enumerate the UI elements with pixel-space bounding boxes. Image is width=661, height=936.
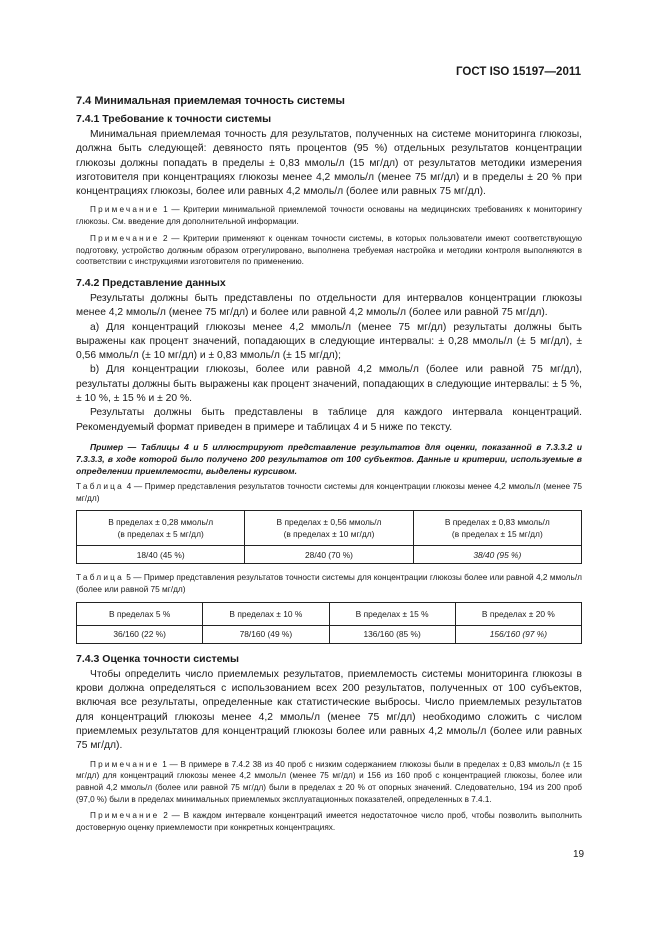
subsection-title-743: 7.4.3 Оценка точности системы (76, 652, 240, 665)
table-cell: 36/160 (22 %) (77, 625, 203, 643)
note-label: Примечание (90, 811, 160, 821)
table-header-cell: В пределах ± 0,28 ммоль/л (в пределах ± 5 мг/дл) (77, 511, 245, 546)
table-label: Таблица (76, 572, 124, 583)
table-header-cell: В пределах ± 0,83 ммоль/л (в пределах ± 15 мг/дл) (413, 511, 581, 546)
table-header-cell: В пределах ± 20 % (455, 602, 581, 625)
page-number: 19 (573, 849, 585, 860)
note-label: Примечание (90, 233, 160, 243)
table-caption-text: 4 — Пример представления результатов точности системы для концентрации глюкозы менее 4,2 ммоль/л (менее 75 мг/дл) (76, 480, 582, 503)
table-row (77, 546, 582, 564)
table-cell: 28/40 (70 %) (245, 546, 413, 564)
table-cell: 78/160 (49 %) (203, 625, 329, 643)
subsection-title-741: 7.4.1 Требование к точности системы (76, 113, 272, 125)
note-text: 2 — В каждом интервале концентраций имеется недостаточное число проб, чтобы позволить выполнить достоверную оценку приемлемости при конкретных концентрациях. (76, 811, 582, 833)
table-cell: 156/160 (97 %) (455, 625, 581, 643)
table-cell: 136/160 (85 %) (329, 625, 455, 643)
table-cell: 18/40 (45 %) (77, 546, 245, 564)
note-text: 1 — В примере в 7.4.2 38 из 40 проб с низким содержанием глюкозы были в пределах ± 0,83 ммоль/л (± 15 мг/дл) для концентраций глюкозы менее 4,2 ммоль/л (менее 75 мг/дл) и 156 из 160 проб с концентрацией глюкозы, более или равной 4,2 ммоль/л (более или равной 75 мг/дл) были в пределах ± 20 % от опорных значений. Следовательно, 194 из 200 проб (97,0 %) были в пределах минимальных приемлемых эксплуатационных показателей, определенных в 7.4.1. (76, 759, 582, 804)
table4-caption (76, 481, 582, 504)
section-title: 7.4 Минимальная приемлемая точность системы (76, 95, 345, 107)
table-4 (76, 510, 582, 564)
paragraph-743: Чтобы определить число приемлемых результатов, приемлемость системы мониторинга глюкозы в крови должна определяться с использованием всех 200 результатов, полученных от 100 субъектов, включая все результаты, определенные как статистические выбросы. Число приемлемых результатов для концентраций глюкозы менее 4,2 ммоль/л (менее 75 мг/дл) необходимо сложить с числом приемлемых результатов для концентраций глюкозы более или равных 4,2 ммоль/л (более или равных 75 мг/дл). (76, 668, 582, 752)
standard-header: ГОСТ ISO 15197—2011 (456, 66, 581, 78)
note-741-2 (76, 233, 582, 268)
example-paragraph: Пример — Таблицы 4 и 5 иллюстрируют представление результатов для оценки, показанной в 7.3.3.2 и 7.3.3.3, в ходе которой было получено 200 результатов от 100 субъектов. Данные и критерии, используемые в определении приемлемости, выделены курсивом. (76, 441, 582, 476)
table-label: Таблица (76, 480, 124, 491)
table-header-cell: В пределах ± 15 % (329, 602, 455, 625)
table-header-cell: В пределах 5 % (77, 602, 203, 625)
note-text: 2 — Критерии применяют к оценкам точности системы, в которых пользователи имеют соответствующую подготовку, устройство должным образом отрегулировано, выполнена требуемая настройка и методики контроля выполняются в соответствии с инструкциями изготовителя по применению. (76, 233, 582, 267)
table-header-row (77, 602, 582, 625)
table5-caption (76, 572, 582, 595)
table-5 (76, 602, 582, 644)
note-label: Примечание (90, 205, 160, 215)
note-741-1 (76, 204, 582, 227)
table-caption-text: 5 — Пример представления результатов точности системы для концентрации глюкозы более или равной 4,2 ммоль/л (более или равной 75 мг/дл) (76, 572, 582, 595)
paragraph-742-b: b) Для концентрации глюкозы, более или равной 4,2 ммоль/л (более или равной 75 мг/дл), результаты должны быть выражены как процент значений, попадающих в следующие интервалы: ± 5 %, ± 10 %, ± 15 % и ± 20 %. (76, 364, 582, 405)
subsection-title-742: 7.4.2 Представление данных (76, 277, 226, 289)
table-row (77, 625, 582, 643)
page-content (76, 94, 582, 834)
note-label: Примечание (90, 759, 160, 769)
table-header-cell: В пределах ± 0,56 ммоль/л (в пределах ± 10 мг/дл) (245, 511, 413, 546)
note-743-1 (76, 759, 582, 806)
note-text: 1 — Критерии минимальной приемлемой точности основаны на медицинских требованиях к мониторингу глюкозы. См. введение для дополнительной информации. (76, 205, 582, 227)
table-cell: 38/40 (95 %) (413, 546, 581, 564)
paragraph-741: Минимальная приемлемая точность для результатов, полученных на системе мониторинга глюкозы, должна быть следующей: девяносто пять процентов (95 %) отдельных результатов концентрации глюкозы должны попадать в пределы ± 0,83 ммоль/л (15 мг/дл) от результатов методики измерения изготовителя при концентрациях глюкозы менее 4,2 ммоль/л (менее 75 мг/дл) и в пределы ± 20 % при концентрациях глюкозы, более или равных 4,2 ммоль/л (более или равных 75 мг/дл). (76, 129, 582, 198)
paragraph-742-2: Результаты должны быть представлены в таблице для каждого интервала концентраций. Рекомендуемый формат приведен в примере и таблицах 4 и 5 ниже по тексту. (76, 407, 582, 433)
paragraph-742-a: а) Для концентраций глюкозы менее 4,2 ммоль/л (менее 75 мг/дл) результаты должны быть выражены как процент значений, попадающих в следующие интервалы: ± 0,28 ммоль/л (± 5 мг/дл), ± 0,56 ммоль/л (± 10 мг/дл) и ± 0,83 ммоль/л (± 15 мг/дл); (76, 321, 582, 362)
table-header-row (77, 511, 582, 546)
table-header-cell: В пределах ± 10 % (203, 602, 329, 625)
note-743-2 (76, 810, 582, 833)
paragraph-742-1: Результаты должны быть представлены по отдельности для интервалов концентрации глюкозы менее 4,2 ммоль/л (менее 75 мг/дл) и более или равной 4,2 ммоль/л (более или равной 75 мг/дл). (76, 293, 582, 319)
